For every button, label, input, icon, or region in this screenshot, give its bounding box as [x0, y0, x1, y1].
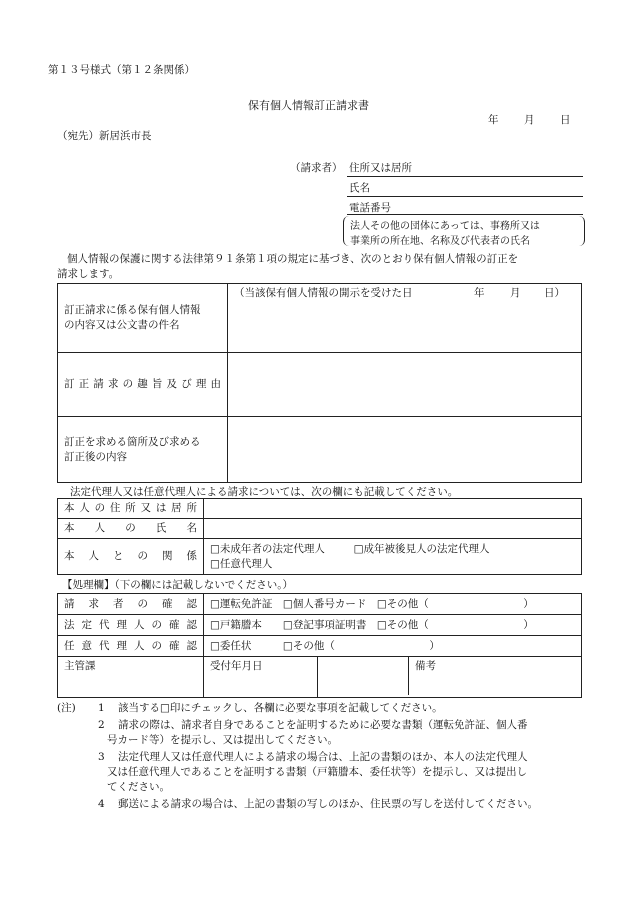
note3-text-a: 法定代理人又は任意代理人による請求の場合は、上記の書類のほか、本人の法定代理人 — [118, 751, 528, 763]
dept-cell: 主管課 — [58, 657, 204, 698]
agent-intro: 法定代理人又は任意代理人による請求については、次の欄にも記載してください。 — [70, 486, 459, 498]
relation-ward-checkbox[interactable]: □成年被後見人の法定代理人 — [353, 542, 490, 555]
processing-heading: 【処理欄】（下の欄には記載しないでください。） — [62, 579, 293, 591]
correction-table — [57, 283, 582, 483]
legal-agent-check-options: □戸籍謄本 □登記事項証明書 □その他（ ） — [204, 615, 582, 636]
processing-table — [57, 593, 582, 698]
intro-line2: 請求します。 — [57, 268, 120, 280]
name-field[interactable] — [347, 196, 583, 197]
principal-name-label: 本人の氏名 — [58, 519, 204, 539]
note2-text-a: 請求の際は、請求者自身であることを証明するために必要な書類（運転免許証、個人番 — [118, 719, 528, 731]
note2-text-b: 号カード等）を提示し、又は提出してください。 — [107, 734, 338, 746]
address-field[interactable] — [347, 176, 583, 177]
remarks-container — [318, 657, 582, 698]
note4-text: 郵送による請求の場合は、上記の書類の写しのほか、住民票の写しを送付してください。 — [118, 798, 538, 810]
relation-voluntary-checkbox[interactable]: □任意代理人 — [210, 557, 273, 570]
correction-target-label: 訂正を求める箇所及び求める 訂正後の内容 — [58, 417, 228, 483]
requester-check-label: 請求者の確認 — [58, 594, 204, 615]
content-field[interactable] — [228, 284, 582, 353]
disclosure-date-note: （当該保有個人情報の開示を受けた日 — [234, 287, 413, 299]
disclosure-month: 月 — [510, 287, 521, 299]
relation-label: 本人との関係 — [58, 539, 204, 575]
note3-text-b: 又は任意代理人であることを証明する書類（戸籍謄本、委任状等）を提示し、又は提出し — [107, 766, 527, 778]
note2-number: 2 — [98, 719, 105, 731]
date-month: 月 — [524, 114, 535, 126]
name-label: 氏名 — [349, 182, 370, 194]
note4-number: 4 — [98, 798, 105, 810]
relation-options — [204, 539, 582, 575]
content-label: 訂正請求に係る保有個人情報 の内容又は公文書の件名 — [58, 284, 228, 353]
note1-text: 該当する□印にチェックし、各欄に必要な事項を記載してください。 — [118, 702, 443, 714]
date-year: 年 — [488, 114, 499, 126]
date-day: 日 — [560, 114, 571, 126]
page-title: 保有個人情報訂正請求書 — [248, 99, 369, 112]
disclosure-year: 年 — [474, 287, 485, 299]
received-cell: 受付年月日 — [204, 657, 318, 698]
phone-field[interactable] — [347, 214, 583, 215]
relation-minor-checkbox[interactable]: □未成年者の法定代理人 — [210, 542, 325, 555]
legal-agent-check-label: 法定代理人の確認 — [58, 615, 204, 636]
form-number: 第１３号様式（第１２条関係） — [48, 64, 195, 76]
corp-note-line2: 事業所の所在地、名称及び代表者の氏名 — [350, 236, 530, 247]
address-label: 住所又は居所 — [349, 162, 412, 174]
disclosure-day: 日） — [544, 287, 565, 299]
corp-note-line1: 法人その他の団体にあっては、事務所又は — [350, 221, 540, 232]
agent-table — [57, 498, 582, 575]
correction-target-field[interactable] — [228, 417, 582, 483]
reason-field[interactable] — [228, 353, 582, 417]
voluntary-agent-check-options: □委任状 □その他（ ） — [204, 636, 582, 657]
principal-address-field[interactable] — [204, 499, 582, 519]
addressee: （宛先）新居浜市長 — [57, 130, 152, 142]
requester-check-options: □運転免許証 □個人番号カード □その他（ ） — [204, 594, 582, 615]
note1-number: 1 — [98, 702, 105, 714]
phone-label: 電話番号 — [349, 202, 391, 214]
note3-text-c: てください。 — [107, 781, 170, 793]
voluntary-agent-check-label: 任意代理人の確認 — [58, 636, 204, 657]
remarks-cell: 備考 — [408, 657, 575, 695]
note3-number: 3 — [98, 751, 105, 763]
note-prefix: (注) — [57, 702, 76, 714]
reason-label: 訂正請求の趣旨及び理由 — [58, 353, 228, 417]
principal-address-label: 本人の住所又は居所 — [58, 499, 204, 519]
principal-name-field[interactable] — [204, 519, 582, 539]
intro-line1: 個人情報の保護に関する法律第９１条第１項の規定に基づき、次のとおり保有個人情報の訂正を — [67, 253, 519, 265]
requester-label: （請求者） — [290, 162, 343, 174]
